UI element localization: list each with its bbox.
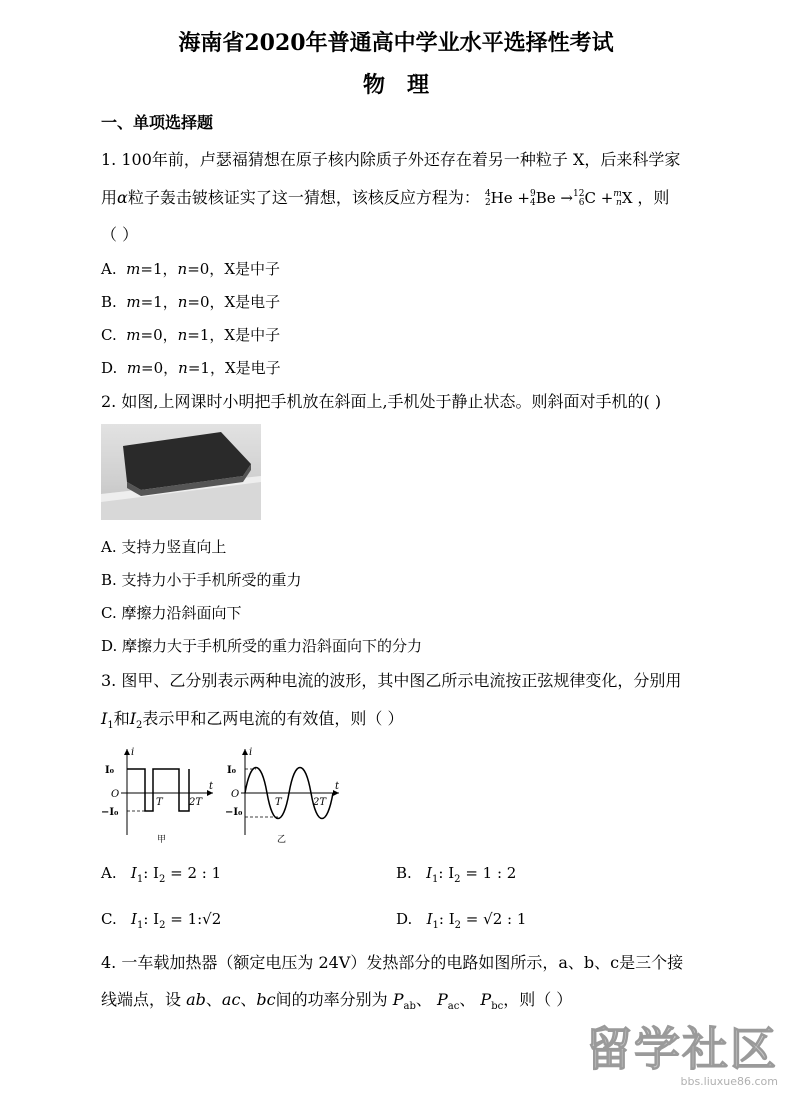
label-yi: 乙 <box>277 835 287 845</box>
q1-option-b[interactable]: B. m=1，n=0，X是电子 <box>101 293 281 311</box>
q1-line2a: 用 <box>101 188 118 207</box>
q1-option-a[interactable]: A. m=1，n=0，X是中子 <box>101 260 280 278</box>
axis-t-label-2: t <box>335 781 340 792</box>
q2-option-b[interactable]: B. 支持力小于手机所受的重力 <box>101 571 302 589</box>
he-symbol: He <box>490 189 513 207</box>
q3-option-b[interactable]: B. $I_1$: $I_2 = 1$ : 2 <box>396 864 517 885</box>
neg-i0-label: −I₀ <box>101 807 119 818</box>
q2-option-d[interactable]: D. 摩擦力大于手机所受的重力沿斜面向下的分力 <box>101 637 423 655</box>
he-charge: 2 <box>484 198 491 208</box>
q3-line1: 3. 图甲、乙分别表示两种电流的波形，其中图乙所示电流按正弦规律变化，分别用 <box>101 671 682 690</box>
arrow-icon: → <box>560 189 573 207</box>
q2-line1: 2. 如图,上网课时小明把手机放在斜面上,手机处于静止状态。则斜面对手机的( ) <box>101 392 662 411</box>
q1-alpha: α <box>117 188 128 207</box>
q1-line2b: 粒子轰击铍核证实了这一猜想，该核反应方程为： <box>127 188 480 207</box>
t-label: T <box>156 797 163 808</box>
i0-label: I₀ <box>105 765 115 776</box>
q1-option-c[interactable]: C. m=0，n=1，X是中子 <box>101 326 281 344</box>
x-symbol: X <box>621 189 633 207</box>
q3-line2: $I_1$和$I_2$表示甲和乙两电流的有效值，则（ ） <box>101 709 404 732</box>
x-charge: n <box>616 198 622 208</box>
plus-sign: + <box>517 189 530 207</box>
2t-label: 2T <box>189 797 203 808</box>
q3-option-c[interactable]: C. $I_1$: $I_2$ = 1:√2 <box>101 910 222 931</box>
watermark-logo: 留学社区 <box>586 1022 778 1076</box>
x-mass: m <box>613 189 622 199</box>
c-charge: 6 <box>578 198 585 208</box>
q3-option-d[interactable]: D. $I_1$: $I_2 = √2$ : 1 <box>396 910 527 931</box>
q1-tail: ，则 <box>637 188 670 207</box>
origin-label: O <box>111 789 120 800</box>
axis-i-label-2: i <box>249 747 253 758</box>
q1-line1: 1. 100年前，卢瑟福猜想在原子核内除质子外还存在着另一种粒子 X，后来科学家 <box>101 150 681 169</box>
page-title: 海南省2020年普通高中学业水平选择性考试 <box>178 30 614 56</box>
2t-label-2: 2T <box>313 797 327 808</box>
origin-label-2: O <box>231 789 240 800</box>
be-charge: 4 <box>530 198 536 208</box>
t-label-2: T <box>275 797 282 808</box>
q3-option-a[interactable]: A. $I_1$: $I_2 = 2$ : 1 <box>101 864 222 885</box>
q4-line2: 线端点，设 ab、ac、bc间的功率分别为 $P_{ab}$、 $P_{ac}$、 $P_{bc}$，则（ ） <box>101 990 573 1013</box>
axis-t-label: t <box>209 781 214 792</box>
q1-paren: （ ） <box>101 225 139 244</box>
label-jia: 甲 <box>157 835 167 845</box>
q4-line1: 4. 一车载加热器（额定电压为 24V）发热部分的电路如图所示，a、b、c是三个接 <box>101 953 684 972</box>
section-heading: 一、单项选择题 <box>101 113 214 132</box>
be-symbol: Be <box>535 189 556 207</box>
i0-label-2: I₀ <box>227 765 237 776</box>
q1-option-d[interactable]: D. m=0，n=1，X是电子 <box>101 359 281 377</box>
axis-i-label: i <box>131 747 135 758</box>
c-mass: 12 <box>573 189 585 199</box>
phone-slope-illustration <box>101 424 261 520</box>
he-mass: 4 <box>484 189 491 199</box>
page-subtitle: 物理 <box>362 72 451 98</box>
square-wave-figure <box>101 745 221 845</box>
be-mass: 9 <box>530 189 536 199</box>
watermark-url: bbs.liuxue86.com <box>680 1075 778 1088</box>
watermark <box>586 1013 778 1088</box>
q2-option-a[interactable]: A. 支持力竖直向上 <box>101 538 227 556</box>
c-symbol: C <box>584 189 596 207</box>
q1-line2 <box>101 185 669 208</box>
q1-equation <box>485 189 637 207</box>
neg-i0-label-2: −I₀ <box>225 807 243 818</box>
plus-sign-2: + <box>600 189 614 207</box>
sine-wave-figure <box>227 745 347 845</box>
phone-on-slope-photo <box>101 424 261 520</box>
q2-option-c[interactable]: C. 摩擦力沿斜面向下 <box>101 604 242 622</box>
